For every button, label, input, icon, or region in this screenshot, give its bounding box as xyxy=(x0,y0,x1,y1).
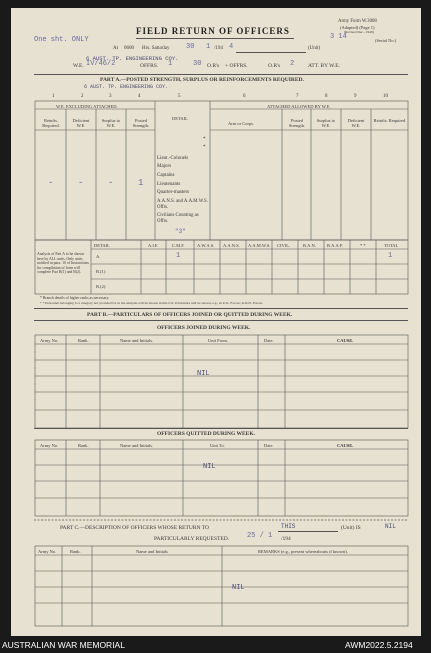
part-c-title: PART C.—DESCRIPTION OF OFFICERS WHOSE RETURN TO xyxy=(60,525,209,531)
unit-value: 6 AUST. TP. ENGINEERING COY. xyxy=(86,55,179,62)
analysis-civil-header: CIVIL. xyxy=(277,243,291,248)
analysis-total-value: 1 xyxy=(388,252,393,260)
deficient-value: - xyxy=(78,178,84,188)
attached-reinfts-header: Reinfts. Required. xyxy=(373,118,407,123)
analysis-raaf-header: R.A.A.F. xyxy=(327,243,344,248)
we-label: W.E. xyxy=(73,63,84,69)
part-c-nil: NIL xyxy=(232,584,245,592)
attached-posted-strength-header: Posted Strength. xyxy=(288,118,306,128)
analysis-ran-header: R.A.N. xyxy=(303,243,316,248)
ors-label: O.R's xyxy=(207,63,220,69)
col-number-2: 2 xyxy=(81,94,84,99)
rank-lieut-colonels: Lieut.-Colonels xyxy=(157,156,189,161)
analysis-note: Analysis of Part A to be shown here by ALL units. Only units notified in para. 10 of Instructions for compilation of form will complete Part B(1) and B(2). xyxy=(37,252,89,274)
part-c-army-no-header: Army No. xyxy=(38,549,57,554)
reinfts-value: - xyxy=(48,178,54,188)
col-number-5: 5 xyxy=(178,94,181,99)
quitted-nil: NIL xyxy=(203,463,216,471)
serial-label: (Serial No.) xyxy=(375,38,397,43)
col-number-10: 10 xyxy=(383,94,388,99)
joined-title: OFFICERS JOINED DURING WEEK. xyxy=(157,325,251,331)
plus-offrs-label: + OFFRS. xyxy=(225,63,248,69)
quitted-army-no-header: Army No. xyxy=(40,443,59,448)
reinfts-required-header: Reinfts. Required. xyxy=(42,118,60,128)
joined-nil: NIL xyxy=(197,370,210,378)
ors-value: 30 xyxy=(193,60,202,68)
revised-label: (Revised Dec., 1940) xyxy=(344,30,374,34)
analysis-detail-header: DETAIL xyxy=(94,243,110,248)
rank-civilians: Civilians Counting as Offrs. xyxy=(157,213,199,224)
part-a-stamp: "3" xyxy=(175,228,186,235)
joined-name-header: Name and Initials. xyxy=(120,338,154,343)
serial-number: 3 14 xyxy=(330,33,347,41)
rank-captains: Captains xyxy=(157,173,175,178)
col-number-1: 1 xyxy=(52,94,55,99)
rank-quarter-masters: Quarter-masters xyxy=(157,190,190,195)
analysis-row-a: A. xyxy=(96,254,101,259)
attached-deficient-header: Deficient W.E. xyxy=(347,118,365,128)
joined-army-no-header: Army No. xyxy=(40,338,59,343)
part-c-date: 25 / 1 xyxy=(247,532,273,540)
col-number-9: 9 xyxy=(354,94,357,99)
part-c-name-header: Name and Initials xyxy=(136,549,168,554)
year-suffix: 4 xyxy=(229,43,234,51)
detail-header: DETAIL xyxy=(172,116,188,121)
footnote-1: * Branch details of higher ranks as necessary. xyxy=(40,296,110,300)
att-by-we-label: ATT. BY W.E. xyxy=(308,63,340,69)
col-number-3: 3 xyxy=(109,94,112,99)
arm-or-corps-header: Arm or Corps. xyxy=(228,121,255,126)
col-number-8: 8 xyxy=(325,94,328,99)
joined-rank-header: Rank. xyxy=(78,338,89,343)
part-b-title: PART B.—PARTICULARS OF OFFICERS JOINED OR QUITTED DURING WEEK. xyxy=(87,312,293,318)
col-number-4: 4 xyxy=(138,94,141,99)
analysis-aif-header: A.I.F. xyxy=(148,243,159,248)
date-day: 30 xyxy=(186,43,195,51)
part-c-unit-is: (Unit) IS xyxy=(341,525,361,531)
posted-strength-header: Posted Strength. xyxy=(132,118,150,128)
surplus-value: - xyxy=(108,178,114,188)
analysis-cmf-header: C.M.F. xyxy=(172,243,185,248)
part-a-unit-stamp: 6 AUST. TP. ENGINEERING COY. xyxy=(84,84,169,90)
attached-allowed: ATTACHED ALLOWED BY W.E. xyxy=(267,104,331,109)
analysis-awas-header: A.W.A.S. xyxy=(197,243,215,248)
part-a-title: PART A.—POSTED STRENGTH, SURPLUS OR REINFORCEMENTS REQUIRED. xyxy=(100,77,304,83)
quitted-cause-header: CAUSE. xyxy=(337,443,354,448)
date-month: 1 xyxy=(206,43,211,51)
analysis-cmf-value: 1 xyxy=(176,252,181,260)
joined-unit-from-header: Unit From. xyxy=(208,338,229,343)
offrs-label: OFFRS. xyxy=(140,63,159,69)
archive-caption: AUSTRALIAN WAR MEMORIAL xyxy=(2,640,125,650)
quitted-title: OFFICERS QUITTED DURING WEEK. xyxy=(157,431,255,437)
asterisk-1: * xyxy=(203,137,206,142)
ors2-label: O.R's xyxy=(268,63,281,69)
quitted-rank-header: Rank. xyxy=(78,443,89,448)
joined-date-header: Date. xyxy=(264,338,274,343)
analysis-total-header: TOTAL xyxy=(384,243,399,248)
joined-cause-header: CAUSE. xyxy=(337,338,354,343)
adapted-label: (Adapted) (Page 1) xyxy=(340,25,375,30)
col-number-6: 6 xyxy=(243,94,246,99)
one-sheet-stamp: One sht. ONLY xyxy=(34,36,89,44)
analysis-aamws-header: A.A.M.W.S. xyxy=(248,243,271,248)
ors2-value: 2 xyxy=(290,60,295,68)
analysis-aans-header: A.A.N.S. xyxy=(223,243,240,248)
posted-strength-value: 1 xyxy=(138,178,144,188)
rank-majors: Majors xyxy=(157,164,172,169)
rank-lieutenants: Lieutenants xyxy=(157,182,181,187)
form-title: FIELD RETURN OF OFFICERS xyxy=(136,26,290,36)
part-c-particularly: PARTICULARLY REQUESTED. xyxy=(154,536,230,542)
attached-surplus-header: Surplus to W.E. xyxy=(316,118,336,128)
quitted-name-header: Name and Initials. xyxy=(120,443,154,448)
year-prefix: /194 xyxy=(214,46,223,51)
archive-id: AWM2022.5.2194 xyxy=(345,640,413,650)
part-c-remarks-header: REMARKS (e.g., present whereabouts if known). xyxy=(258,549,348,554)
part-c-rank-header: Rank. xyxy=(70,549,81,554)
footnote-2: * * Personnel belonging to a category not provided for in the analysis will be shown in this Col. Particulars will be shown, e.g., in U.K. Forces; in R.N. Forces. xyxy=(40,301,263,305)
part-c-year: /194 xyxy=(281,536,291,542)
unit-label: (Unit) xyxy=(308,46,321,51)
quitted-unit-to-header: Unit To. xyxy=(210,443,225,448)
we-excluding-attached: W.E. EXCLUDING ATTACHED. xyxy=(56,104,118,109)
asterisk-2: * xyxy=(203,145,206,150)
deficient-we-header: Deficient W.E. xyxy=(72,118,90,128)
part-c-this: THIS xyxy=(281,523,296,530)
quitted-date-header: Date. xyxy=(264,443,274,448)
offrs-value: 1 xyxy=(168,60,173,68)
surplus-to-we-header: Surplus to W.E. xyxy=(101,118,121,128)
rank-aans-aamws: A.A.N.S. and A.A.M.W.S. Offrs. xyxy=(157,199,208,210)
at-label: At xyxy=(113,46,118,51)
analysis-other-header: * * xyxy=(360,243,366,248)
hrs-label: Hrs. Saturday xyxy=(142,46,170,51)
time-value: 0600 xyxy=(124,46,134,51)
analysis-row-b1: B.(1) xyxy=(96,269,106,274)
we-value: IV/46/2 xyxy=(86,60,116,68)
part-c-nil-header: NIL xyxy=(385,523,396,530)
col-number-7: 7 xyxy=(296,94,299,99)
army-form-label: Army Form W.3008 xyxy=(338,19,377,24)
analysis-row-b2: B.(2) xyxy=(96,284,106,289)
